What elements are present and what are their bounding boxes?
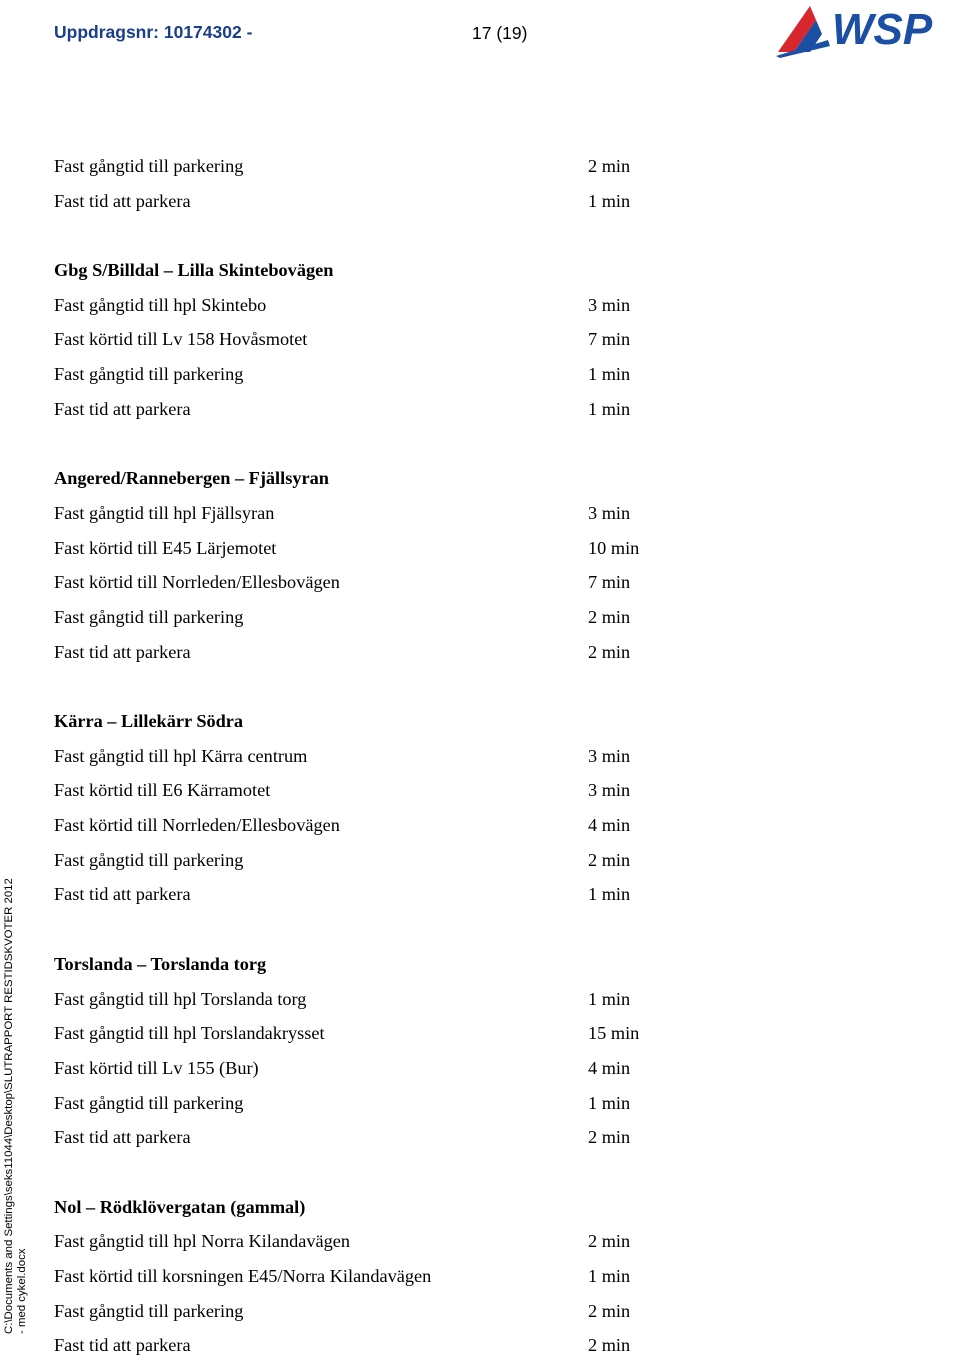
- item-value: 15 min: [588, 1023, 640, 1044]
- item-value: 2 min: [588, 1335, 631, 1356]
- list-item: [54, 877, 674, 912]
- section-angered: [54, 461, 674, 669]
- item-label: Fast tid att parkera: [54, 641, 191, 662]
- list-item: [54, 739, 674, 774]
- section-heading: [54, 1190, 674, 1225]
- wsp-logo: [770, 0, 960, 60]
- file-path-line-1: C:\Documents and Settings\seks11044\Desktop\SLUTRAPPORT RESTIDSKVOTER 2012: [3, 878, 15, 1334]
- section-heading-text: Nol – Rödklövergatan (gammal): [54, 1196, 306, 1217]
- list-item: [54, 496, 674, 531]
- list-item: [54, 565, 674, 600]
- item-value: 1 min: [588, 988, 631, 1009]
- section-torslanda: [54, 947, 674, 1155]
- list-item: [54, 1016, 674, 1051]
- item-value: 3 min: [588, 745, 631, 766]
- item-value: 4 min: [588, 815, 631, 836]
- list-item: [54, 531, 674, 566]
- item-value: 2 min: [588, 1127, 631, 1148]
- item-value: 1 min: [588, 398, 631, 419]
- item-label: Fast gångtid till hpl Fjällsyran: [54, 502, 275, 523]
- list-item: [54, 184, 674, 219]
- list-item: [54, 635, 674, 670]
- document-number: Uppdragsnr: 10174302 -: [54, 22, 253, 42]
- list-item: [54, 808, 674, 843]
- item-label: Fast gångtid till parkering: [54, 1300, 244, 1321]
- item-label: Fast gångtid till parkering: [54, 1092, 244, 1113]
- item-label: Fast körtid till korsningen E45/Norra Kilandavägen: [54, 1266, 432, 1286]
- travel-time-list: [54, 149, 674, 1363]
- item-label: Fast körtid till E6 Kärramotet: [54, 780, 271, 801]
- item-value: 2 min: [588, 156, 631, 176]
- item-label: Fast tid att parkera: [54, 884, 191, 905]
- section-karra: [54, 704, 674, 912]
- list-item: [54, 1086, 674, 1121]
- item-label: Fast körtid till Lv 158 Hovåsmotet: [54, 329, 308, 350]
- list-item: [54, 600, 674, 635]
- item-label: Fast gångtid till hpl Kärra centrum: [54, 745, 308, 766]
- item-label: Fast tid att parkera: [54, 1335, 191, 1356]
- item-label: Fast gångtid till parkering: [54, 606, 244, 627]
- item-value: 3 min: [588, 294, 631, 315]
- item-label: Fast körtid till Lv 155 (Bur): [54, 1057, 259, 1078]
- item-label: Fast gångtid till parkering: [54, 156, 244, 176]
- item-value: 2 min: [588, 641, 631, 662]
- list-item: [54, 773, 674, 808]
- item-value: 7 min: [588, 329, 631, 350]
- list-item: [54, 392, 674, 427]
- item-label: Fast tid att parkera: [54, 190, 191, 211]
- item-value: 2 min: [588, 849, 631, 870]
- item-label: Fast körtid till Norrleden/Ellesbovägen: [54, 572, 340, 593]
- list-item: [54, 322, 674, 357]
- section-heading: [54, 704, 674, 739]
- item-label: Fast gångtid till hpl Torslandakrysset: [54, 1023, 325, 1044]
- logo-mark-icon: [776, 6, 830, 58]
- list-item: [54, 982, 674, 1017]
- page-indicator: 17 (19): [472, 23, 528, 43]
- item-value: 1 min: [588, 1266, 631, 1286]
- item-value: 2 min: [588, 606, 631, 627]
- section-heading-text: Angered/Rannebergen – Fjällsyran: [54, 468, 329, 489]
- section-heading: [54, 253, 674, 288]
- item-value: 3 min: [588, 502, 631, 523]
- list-item: [54, 1120, 674, 1155]
- logo-text: WSP: [832, 5, 933, 54]
- section-heading: [54, 947, 674, 982]
- item-value: 1 min: [588, 884, 631, 905]
- list-item: [54, 1328, 674, 1363]
- file-path-line-2: - med cykel.docx: [16, 1248, 28, 1334]
- file-path-margin: [0, 878, 30, 1334]
- item-value: 1 min: [588, 1092, 631, 1113]
- item-value: 10 min: [588, 537, 640, 558]
- item-label: Fast gångtid till hpl Norra Kilandavägen: [54, 1231, 350, 1252]
- list-item: [54, 288, 674, 323]
- section-continuation: [54, 149, 674, 218]
- list-item: [54, 1224, 674, 1259]
- section-gbg-billdal: [54, 253, 674, 426]
- item-value: 7 min: [588, 572, 631, 593]
- item-label: Fast gångtid till parkering: [54, 849, 244, 870]
- item-label: Fast körtid till Norrleden/Ellesbovägen: [54, 815, 340, 836]
- list-item: [54, 1259, 674, 1294]
- item-label: Fast tid att parkera: [54, 1127, 191, 1148]
- item-value: 3 min: [588, 780, 631, 801]
- item-label: Fast tid att parkera: [54, 398, 191, 419]
- list-item: [54, 1051, 674, 1086]
- item-label: Fast gångtid till parkering: [54, 364, 244, 385]
- item-label: Fast gångtid till hpl Torslanda torg: [54, 988, 307, 1009]
- item-label: Fast körtid till E45 Lärjemotet: [54, 537, 277, 558]
- section-heading-text: Torslanda – Torslanda torg: [54, 953, 267, 974]
- list-item: [54, 843, 674, 878]
- item-value: 1 min: [588, 364, 631, 385]
- item-value: 1 min: [588, 190, 631, 211]
- list-item: [54, 357, 674, 392]
- section-nol: [54, 1190, 674, 1363]
- item-value: 2 min: [588, 1231, 631, 1252]
- section-heading-text: Gbg S/Billdal – Lilla Skintebovägen: [54, 260, 334, 281]
- section-heading: [54, 461, 674, 496]
- list-item: [54, 149, 674, 184]
- item-value: 2 min: [588, 1300, 631, 1321]
- list-item: [54, 1294, 674, 1329]
- section-heading-text: Kärra – Lillekärr Södra: [54, 711, 244, 731]
- item-label: Fast gångtid till hpl Skintebo: [54, 294, 267, 315]
- item-value: 4 min: [588, 1057, 631, 1078]
